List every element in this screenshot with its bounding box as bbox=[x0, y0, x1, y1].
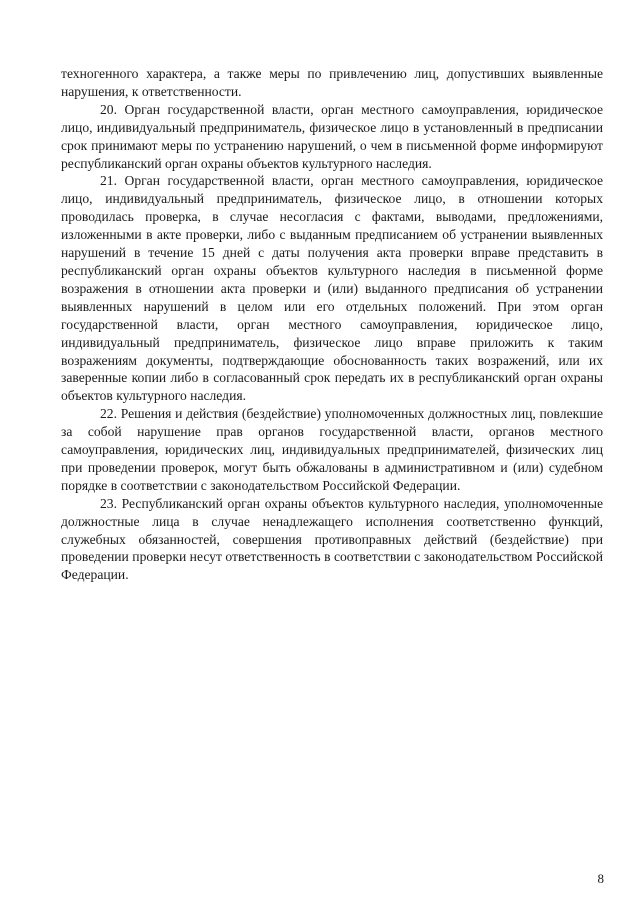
paragraph-continuation: техногенного характера, а также меры по привлечению лиц, допустивших выявленные нарушения, к ответственности. bbox=[61, 66, 603, 99]
paragraph-23: 23. Республиканский орган охраны объектов культурного наследия, уполномоченные должностные лица в случае ненадлежащего исполнения соответственно функций, служебных обязанностей, совершения противоправных действий (бездействие) при проведении проверки несут ответственность в соответствии с законодательством Российской Федерации. bbox=[61, 495, 603, 583]
paragraph-22: 22. Решения и действия (бездействие) уполномоченных должностных лиц, повлекшие за собой нарушение прав органов государственной власти, органов местного самоуправления, юридических лиц, индивидуальных предпринимателей, физических лиц при проведении проверок, могут быть обжалованы в административном и (или) судебном порядке в соответствии с законодательством Российской Федерации. bbox=[61, 406, 603, 493]
document-body bbox=[61, 65, 603, 584]
paragraph-20: 20. Орган государственной власти, орган местного самоуправления, юридическое лицо, индивидуальный предприниматель, физическое лицо в установленный в предписании срок принимают меры по устранению нарушений, о чем в письменной форме информируют республиканский орган охраны объектов культурного наследия. bbox=[61, 101, 603, 171]
paragraph-21: 21. Орган государственной власти, орган местного самоуправления, юридическое лицо, индивидуальный предприниматель, физическое лицо, в отношении которых проводилась проверка, в случае несогласия с фактами, выводами, предложениями, изложенными в акте проверки, либо с выданным предписанием об устранении выявленных нарушений в течение 15 дней с даты получения акта проверки вправе представить в республиканский орган охраны объектов культурного наследия в письменной форме возражения в отношении акта проверки и (или) выданного предписания об устранении выявленных нарушений в целом или его отдельных положений. При этом орган государственной власти, орган местного самоуправления, юридическое лицо, индивидуальный предприниматель, физическое лицо вправе приложить к таким возражениям документы, подтверждающие обоснованность таких возражений, или их заверенные копии либо в согласованный срок передать их в республиканский орган охраны объектов культурного наследия. bbox=[61, 173, 603, 404]
page-number: 8 bbox=[597, 871, 604, 886]
